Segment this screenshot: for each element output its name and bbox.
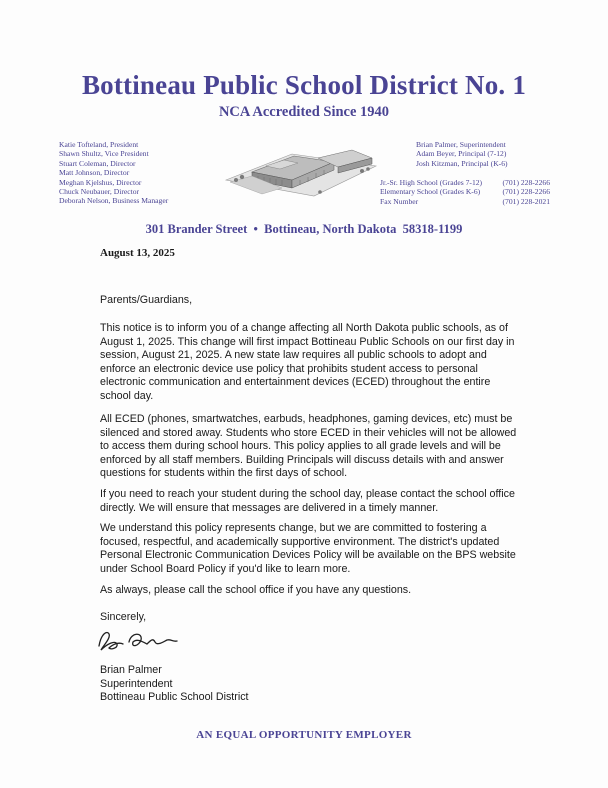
letter-date: August 13, 2025 <box>100 247 175 259</box>
letter-paragraph: As always, please call the school office if you have any questions. <box>100 584 412 596</box>
salutation: Parents/Guardians, <box>100 294 193 306</box>
board-member: Matt Johnson, Director <box>59 168 130 178</box>
phone-label: Jr.-Sr. High School (Grades 7-12) <box>380 178 483 187</box>
letter-paragraph: We understand this policy represents change, but we are committed to fostering a focused, respectful, and academically supportive environment. The district's updated Personal Electronic Communication Devices Policy will be available on the BPS website under School Board Policy if you'd like to learn more. <box>100 522 516 575</box>
board-member: Meghan Kjelshus, Director <box>59 177 142 187</box>
footer-equal-opportunity: AN EQUAL OPPORTUNITY EMPLOYER <box>196 729 412 741</box>
letter-paragraph: All ECED (phones, smartwatches, earbuds, headphones, gaming devices, etc) must be silenced and stored away. Students who store ECED in their vehicles will not be allowed to access them during school hours. This policy applies to all grade levels and will be enforced by all staff members. Building Principals will discuss details with and answer questions for students within the first days of school. <box>100 413 517 480</box>
phone-number: (701) 228-2266 <box>502 178 550 187</box>
accreditation-line: NCA Accredited Since 1940 <box>218 104 390 120</box>
signer-organization: Bottineau Public School District <box>100 691 249 704</box>
closing: Sincerely, <box>100 611 147 623</box>
board-member: Shawn Shultz, Vice President <box>59 149 149 159</box>
administrator-list <box>416 140 508 168</box>
phone-label: Fax Number <box>380 196 419 206</box>
phone-row <box>380 197 550 206</box>
board-member: Katie Tofteland, President <box>59 140 139 149</box>
phone-row <box>380 187 550 196</box>
administrator: Josh Kitzman, Principal (K-6) <box>416 158 508 168</box>
signature-block <box>100 664 520 705</box>
administrator: Adam Beyer, Principal (7-12) <box>416 149 507 159</box>
signer-title: Superintendent <box>100 677 173 690</box>
board-member: Chuck Neubauer, Director <box>59 187 140 197</box>
letter-paragraph: If you need to reach your student during the school day, please contact the school office directly. We will ensure that messages are delivered in a timely manner. <box>100 488 515 514</box>
phone-label: Elementary School (Grades K-6) <box>380 187 481 197</box>
phone-row <box>380 178 550 187</box>
phone-number: (701) 228-2266 <box>502 187 550 197</box>
signer-name: Brian Palmer <box>100 664 162 676</box>
letter-paragraph: This notice is to inform you of a change affecting all North Dakota public schools, as of August 1, 2025. This change will first impact Bottineau Public Schools on our first day in session, August 21, 2025. A new state law requires all public schools to adopt and enforce an electronic device use policy that prohibits student access to personal electronic communication and entertainment devices (ECED) throughout the entire school day. <box>100 322 515 402</box>
handwritten-signature <box>93 624 183 658</box>
phone-number-list <box>380 178 550 206</box>
phone-number: (701) 228-2021 <box>502 196 550 206</box>
school-building-illustration <box>222 136 380 202</box>
district-address: 301 Brander Street • Bottineau, North Dakota 58318-1199 <box>145 222 463 236</box>
board-member: Stuart Coleman, Director <box>59 158 136 168</box>
board-member-list <box>59 140 168 206</box>
district-name: Bottineau Public School District No. 1 <box>81 70 527 100</box>
board-member: Deborah Nelson, Business Manager <box>59 196 169 206</box>
administrator: Brian Palmer, Superintendent <box>416 140 506 149</box>
